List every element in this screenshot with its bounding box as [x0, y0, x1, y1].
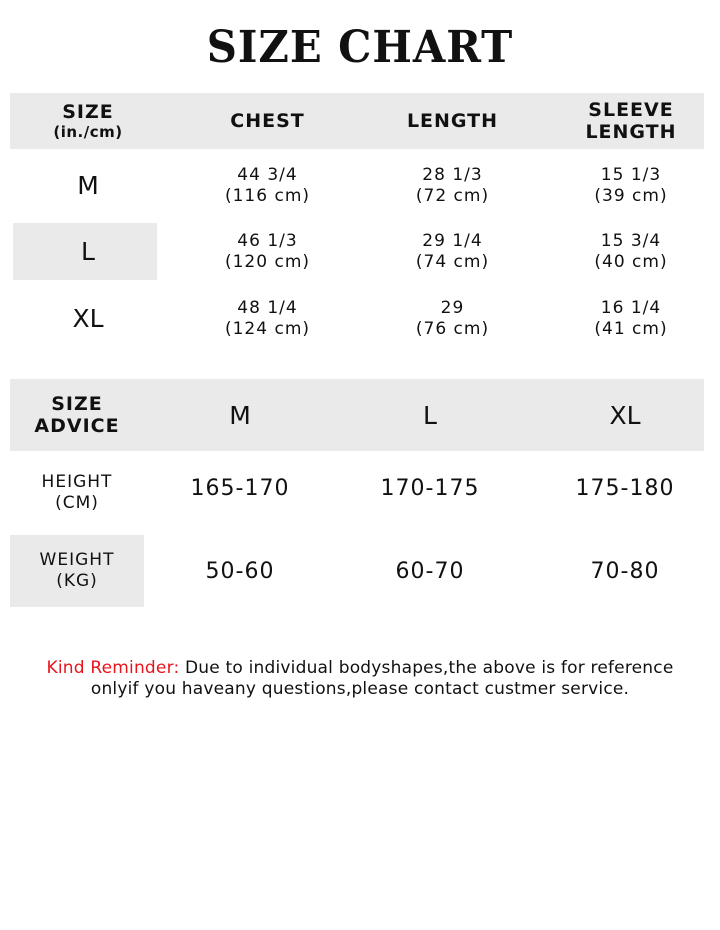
sleeve-in: 15 1/3	[600, 164, 662, 185]
header-chest	[175, 93, 360, 149]
size-cell-m: M	[77, 171, 99, 200]
length-cell-l	[360, 223, 545, 280]
weight-xl: 70-80	[590, 558, 660, 584]
chest-in: 44 3/4	[237, 164, 298, 185]
header-sleeve-length	[545, 93, 717, 149]
header-sleeve-label: SLEEVE	[588, 99, 674, 121]
weight-label-unit: (KG)	[56, 571, 98, 591]
header-size-unit: (in./cm)	[53, 123, 123, 141]
length-in: 29	[440, 297, 465, 318]
weight-label	[10, 535, 144, 607]
advice-size-xl: XL	[609, 400, 641, 430]
chest-cell-xl	[175, 290, 360, 347]
advice-size-m: M	[229, 400, 251, 430]
height-label	[10, 463, 144, 523]
header-size-label: SIZE	[62, 101, 114, 123]
length-in: 29 1/4	[422, 230, 483, 251]
sleeve-in: 16 1/4	[600, 297, 662, 318]
length-cm: (74 cm)	[415, 251, 490, 272]
chest-cm: (116 cm)	[224, 185, 311, 206]
height-label-line1: HEIGHT	[41, 472, 113, 492]
sleeve-cell-xl	[545, 290, 717, 347]
height-xl: 175-180	[575, 475, 675, 501]
reminder-prefix: Kind Reminder:	[46, 658, 180, 678]
reminder-line1: Due to individual bodyshapes,the above is for reference	[179, 658, 674, 678]
weight-l: 60-70	[395, 558, 465, 584]
page-title: SIZE CHART	[206, 22, 514, 73]
weight-label-line1: WEIGHT	[39, 550, 115, 570]
advice-header-label	[10, 379, 144, 451]
header-length-label: LENGTH	[406, 110, 499, 132]
length-cm: (76 cm)	[415, 318, 490, 339]
sleeve-cm: (40 cm)	[594, 251, 668, 272]
header-size	[10, 93, 166, 149]
advice-label-line2: ADVICE	[34, 415, 120, 437]
kind-reminder-note	[0, 658, 720, 700]
sleeve-in: 15 3/4	[600, 230, 662, 251]
chest-in: 46 1/3	[237, 230, 298, 251]
length-cell-m	[360, 157, 545, 214]
height-m: 165-170	[190, 475, 290, 501]
reminder-line2: onlyif you haveany questions,please contact custmer service.	[90, 679, 630, 699]
height-l: 170-175	[380, 475, 480, 501]
length-cell-xl	[360, 290, 545, 347]
header-length	[360, 93, 545, 149]
advice-label-line1: SIZE	[51, 393, 103, 415]
chest-cm: (124 cm)	[224, 318, 311, 339]
header-chest-label: CHEST	[230, 110, 305, 132]
sleeve-cell-l	[545, 223, 717, 280]
chest-cm: (120 cm)	[224, 251, 311, 272]
sleeve-cm: (39 cm)	[594, 185, 668, 206]
chest-in: 48 1/4	[237, 297, 298, 318]
chest-cell-m	[175, 157, 360, 214]
size-cell-xl: XL	[72, 304, 104, 333]
advice-size-l: L	[423, 400, 437, 430]
sleeve-cm: (41 cm)	[594, 318, 668, 339]
header-sleeve-sub: LENGTH	[585, 121, 677, 143]
length-cm: (72 cm)	[415, 185, 490, 206]
size-cell-l: L	[81, 237, 95, 266]
sleeve-cell-m	[545, 157, 717, 214]
chest-cell-l	[175, 223, 360, 280]
height-label-unit: (CM)	[55, 493, 99, 513]
length-in: 28 1/3	[422, 164, 483, 185]
weight-m: 50-60	[205, 558, 275, 584]
